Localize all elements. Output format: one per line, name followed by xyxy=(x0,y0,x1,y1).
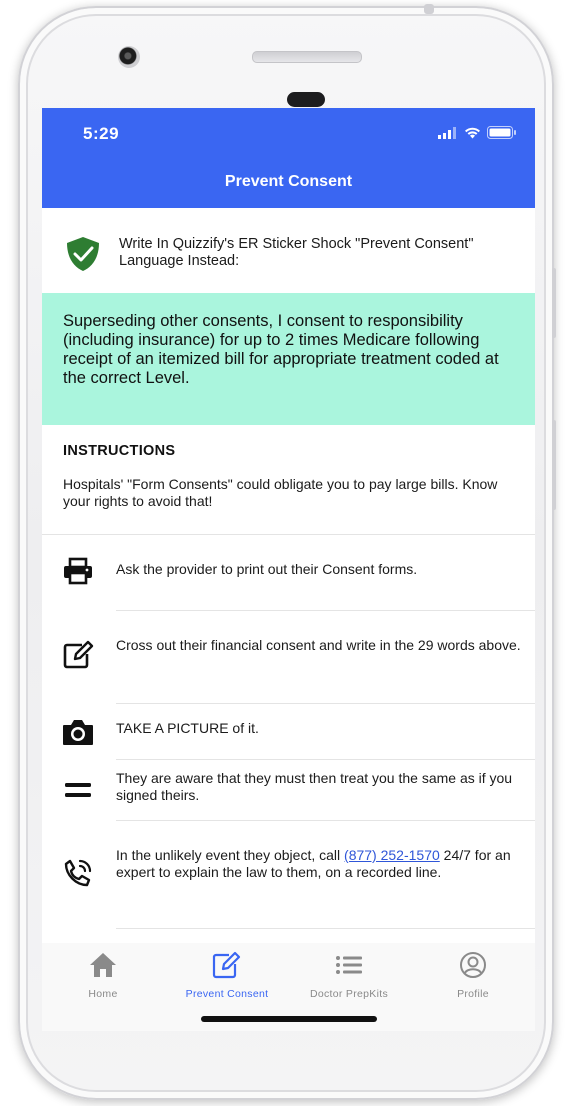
earpiece-speaker xyxy=(252,51,362,63)
volume-button xyxy=(552,420,556,510)
instructions-section xyxy=(42,426,535,535)
step-item xyxy=(42,611,535,704)
power-button xyxy=(552,268,556,338)
intro-text: Write In Quizzify's ER Sticker Shock "Prevent Consent" Language Instead: xyxy=(119,236,474,269)
home-icon xyxy=(88,951,118,979)
front-camera xyxy=(118,46,140,68)
step-text: Cross out their financial consent and write in the 29 words above. xyxy=(116,637,521,653)
tab-doctor-prepkits[interactable] xyxy=(289,951,409,1000)
instructions-text: Hospitals' "Form Consents" could obligate you to pay large bills. Know your rights to avoid that! xyxy=(63,476,498,509)
step-text: They are aware that they must then treat you the same as if you signed theirs. xyxy=(116,770,513,803)
step-text-after: 24/7 for an expert to explain the law to them, on a recorded line. xyxy=(116,847,511,880)
step-item xyxy=(42,760,535,821)
signal-icon xyxy=(438,127,458,139)
instructions-title: INSTRUCTIONS xyxy=(63,443,176,459)
profile-icon xyxy=(458,951,488,979)
status-time: 5:29 xyxy=(83,124,120,143)
intro-section xyxy=(42,208,535,292)
step-text: TAKE A PICTURE of it. xyxy=(116,720,259,736)
step-item xyxy=(42,821,535,929)
tab-label: Home xyxy=(88,988,118,1000)
tab-label: Prevent Consent xyxy=(185,988,269,1000)
wifi-icon xyxy=(464,127,481,139)
shield-check-icon xyxy=(64,236,102,272)
top-button xyxy=(424,4,434,14)
status-icons xyxy=(438,126,517,139)
tab-home[interactable] xyxy=(43,951,163,1000)
bottom-tab-bar xyxy=(42,943,535,1031)
camera-icon xyxy=(60,716,96,748)
home-indicator[interactable] xyxy=(201,1016,377,1022)
tab-profile[interactable] xyxy=(413,951,533,1000)
sensor-pill xyxy=(287,92,325,107)
consent-quote-box xyxy=(42,293,535,425)
app-screen xyxy=(42,108,535,1031)
step-text: Ask the provider to print out their Consent forms. xyxy=(116,561,418,577)
step-text-before: In the unlikely event they object, call xyxy=(116,847,345,863)
consent-quote-text: Superseding other consents, I consent to responsibility (including insurance) for up to 2 times Medicare following receipt of an itemized bill for appropriate treatment coded at the correct Level. xyxy=(63,312,499,387)
battery-icon xyxy=(487,126,517,139)
tab-label: Profile xyxy=(457,988,489,1000)
printer-icon xyxy=(60,555,96,587)
step-item xyxy=(42,535,535,611)
app-header xyxy=(42,108,535,208)
edit-icon xyxy=(211,951,243,979)
phone-number-link[interactable]: (877) 252-1570 xyxy=(344,847,440,863)
step-text xyxy=(116,847,521,881)
equals-icon xyxy=(60,774,96,806)
step-item xyxy=(42,704,535,760)
phone-call-icon xyxy=(60,857,96,889)
divider xyxy=(116,928,535,929)
tab-label: Doctor PrepKits xyxy=(309,988,389,1000)
tab-prevent-consent[interactable] xyxy=(167,951,287,1000)
page-title: Prevent Consent xyxy=(224,173,353,190)
edit-icon xyxy=(60,639,96,671)
list-icon xyxy=(334,951,364,979)
